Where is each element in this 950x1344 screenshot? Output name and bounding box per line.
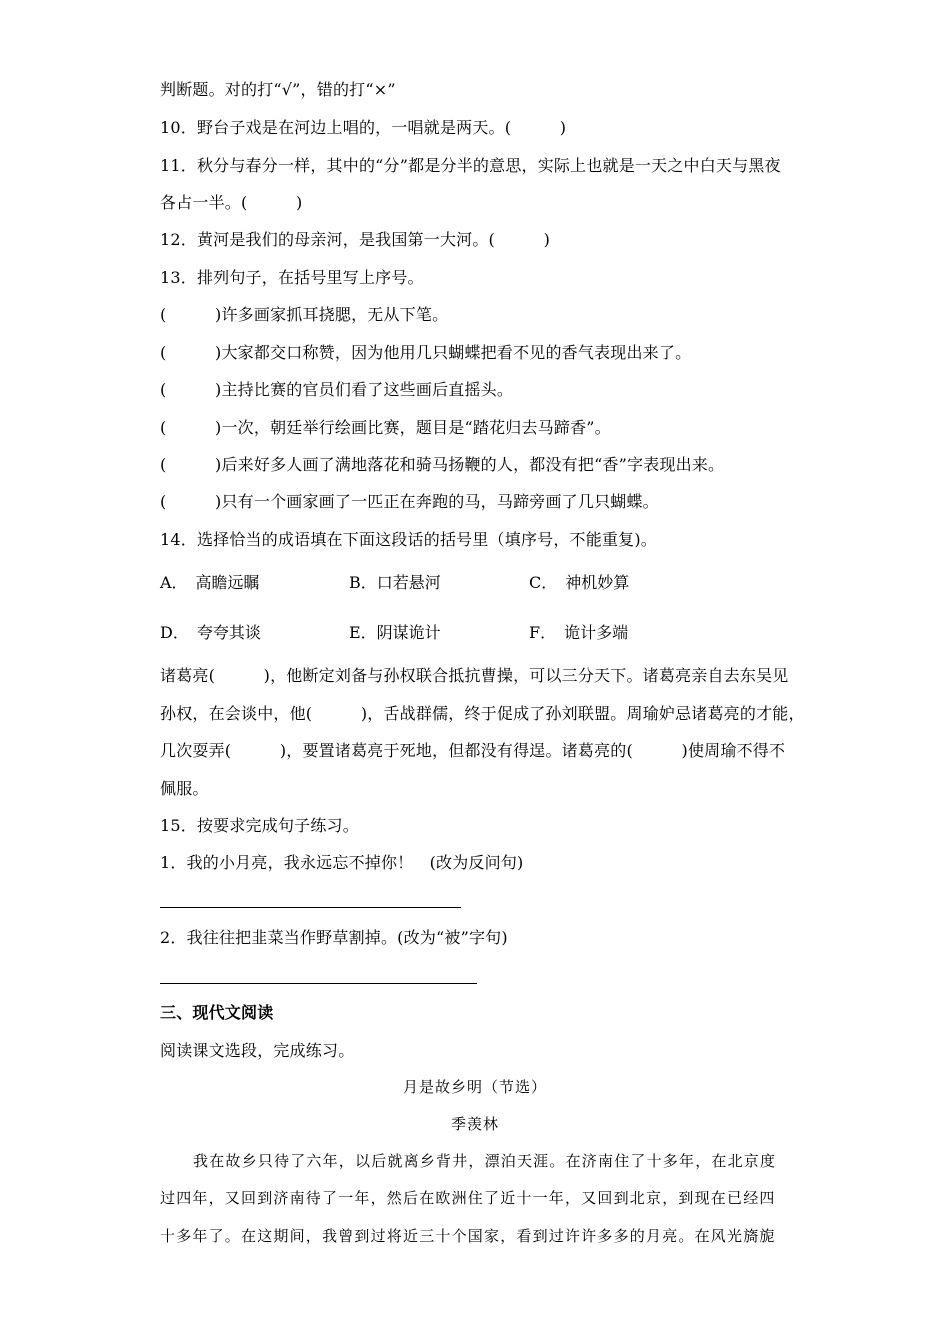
q15-item-1: 1．我的小月亮，我永远忘不掉你！ (改为反问句)	[160, 853, 524, 872]
question-15-title: 15．按要求完成句子练习。	[160, 816, 359, 835]
article-author: 季羡林	[450, 1115, 499, 1133]
section-3-intro: 阅读课文选段，完成练习。	[160, 1041, 355, 1060]
question-10: 10．野台子戏是在河边上唱的，一唱就是两天。( )	[160, 118, 567, 137]
article-title: 月是故乡明（节选）	[402, 1078, 547, 1096]
question-11-line-2: 各占一半。( )	[160, 193, 303, 212]
question-11-line-1: 11．秋分与春分一样，其中的“分”都是分半的意思，实际上也就是一天之中白天与黑夜	[160, 156, 781, 175]
q14-option-e: E．阴谋诡计	[349, 623, 441, 642]
q14-option-b: B．口若悬河	[349, 573, 441, 592]
q14-paragraph-line-2: 孙权，在会谈中，他( )，舌战群儒，终于促成了孙刘联盟。周瑜妒忌诸葛亮的才能，	[160, 704, 805, 723]
q15-item-2-answer-line[interactable]	[160, 983, 477, 984]
question-14-title: 14．选择恰当的成语填在下面这段话的括号里（填序号，不能重复)。	[160, 530, 658, 549]
passage-line-3: 十多年了。在这期间，我曾到过将近三十个国家，看到过许许多多的月亮。在风光旖旎	[160, 1227, 776, 1245]
question-12: 12．黄河是我们的母亲河，是我国第一大河。( )	[160, 230, 551, 249]
q14-paragraph-line-4: 佩服。	[160, 779, 209, 798]
judge-section-title: 判断题。对的打“√”，错的打“×”	[160, 80, 396, 99]
q14-paragraph-line-3: 几次耍弄( )，要置诸葛亮于死地，但都没有得逞。诸葛亮的( )使周瑜不得不	[160, 741, 786, 760]
q13-sentence-6: ( )只有一个画家画了一匹正在奔跑的马，马蹄旁画了几只蝴蝶。	[160, 492, 659, 511]
passage-line-2: 过四年，又回到济南待了一年，然后在欧洲住了近十一年，又回到北京，到现在已经四	[160, 1189, 776, 1207]
q13-sentence-3: ( )主持比赛的官员们看了这些画后直摇头。	[160, 380, 514, 399]
q13-sentence-4: ( )一次，朝廷举行绘画比赛，题目是“踏花归去马蹄香”。	[160, 418, 611, 437]
q13-sentence-1: ( )许多画家抓耳挠腮，无从下笔。	[160, 305, 449, 324]
q14-option-a: A． 高瞻远瞩	[160, 573, 260, 592]
q14-option-f: F． 诡计多端	[529, 623, 629, 642]
q14-option-d: D． 夸夸其谈	[160, 623, 261, 642]
q13-sentence-5: ( )后来好多人画了满地落花和骑马扬鞭的人，都没有把“香”字表现出来。	[160, 455, 725, 474]
q15-item-1-answer-line[interactable]	[160, 907, 461, 908]
q13-sentence-2: ( )大家都交口称赞，因为他用几只蝴蝶把看不见的香气表现出来了。	[160, 343, 692, 362]
q14-option-c: C． 神机妙算	[529, 573, 630, 592]
q15-item-2: 2．我往往把韭菜当作野草割掉。(改为“被”字句)	[160, 928, 508, 947]
question-13-title: 13．排列句子，在括号里写上序号。	[160, 268, 424, 287]
passage-line-1: 我在故乡只待了六年，以后就离乡背井，漂泊天涯。在济南住了十多年，在北京度	[193, 1152, 777, 1170]
section-3-heading: 三、现代文阅读	[160, 1003, 274, 1022]
q14-paragraph-line-1: 诸葛亮( )，他断定刘备与孙权联合抵抗曹操，可以三分天下。诸葛亮亲自去东吴见	[160, 666, 789, 685]
